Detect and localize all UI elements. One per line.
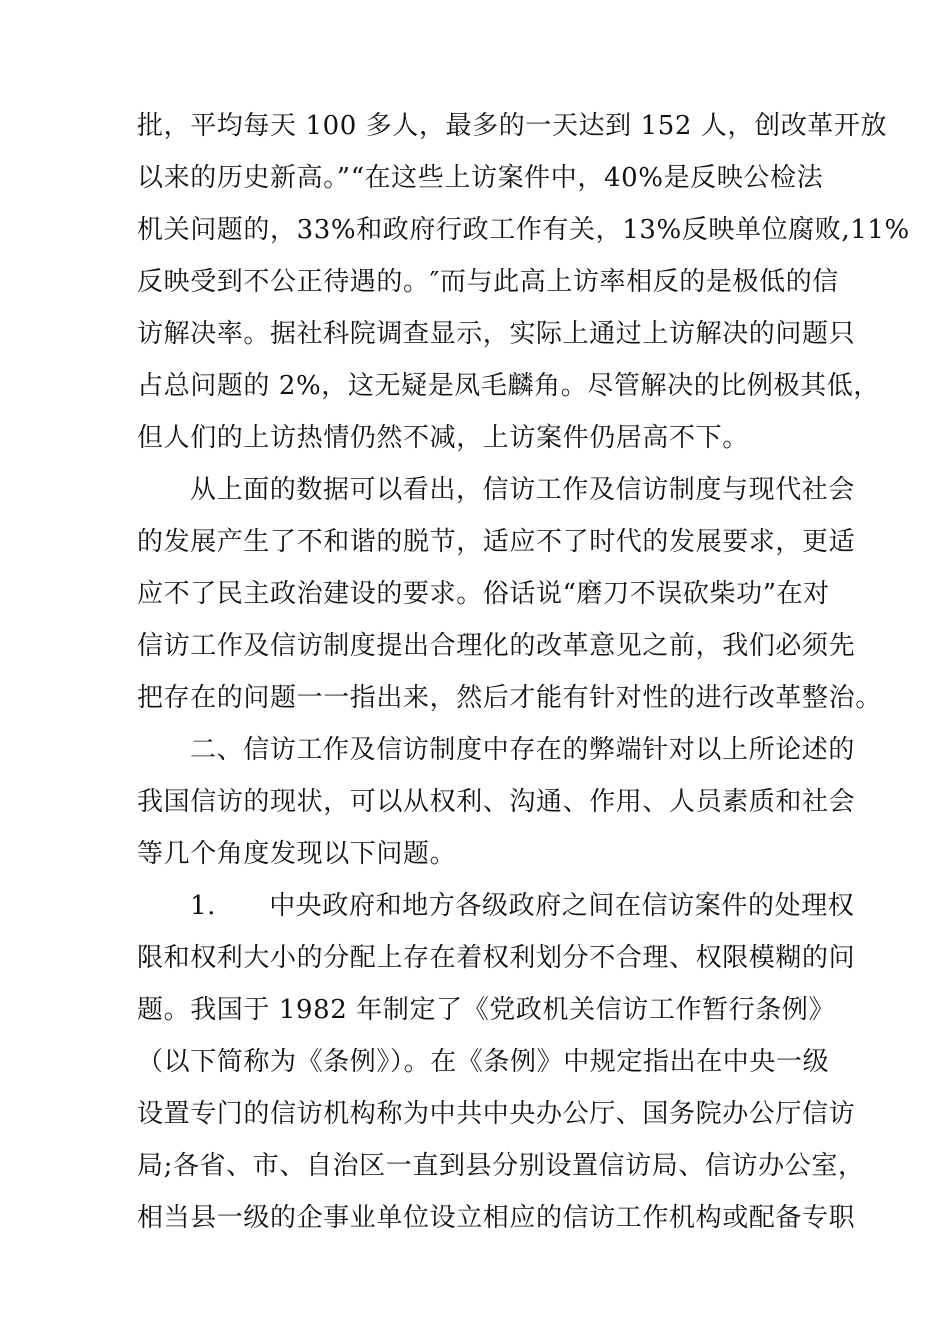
text-line: 题。我国于 1982 年制定了《党政机关信访工作暂行条例》 xyxy=(137,995,836,1025)
text-line: 限和权利大小的分配上存在着权利划分不合理、权限模糊的问 xyxy=(137,943,856,973)
paragraph-first-line: 从上面的数据可以看出，信访工作及信访制度与现代社会 xyxy=(190,475,856,505)
text-line: 的发展产生了不和谐的脱节，适应不了时代的发展要求，更适 xyxy=(137,527,856,557)
text-line: 我国信访的现状，可以从权利、沟通、作用、人员素质和社会 xyxy=(137,787,856,817)
text-line: 但人们的上访热情仍然不减，上访案件仍居高不下。 xyxy=(137,423,749,453)
text-line: 把存在的问题一一指出来，然后才能有针对性的进行改革整治。 xyxy=(137,683,882,713)
text-line: 相当县一级的企事业单位设立相应的信访工作机构或配备专职 xyxy=(137,1203,856,1233)
text-line: 应不了民主政治建设的要求。俗话说“磨刀不误砍柴功”在对 xyxy=(137,579,830,609)
text-line: 等几个角度发现以下问题。 xyxy=(137,839,457,869)
text-line: 设置专门的信访机构称为中共中央办公厅、国务院办公厅信访 xyxy=(137,1099,856,1129)
text-line: （以下简称为《条例》）。在《条例》中规定指出在中央一级 xyxy=(137,1047,830,1077)
text-line: 批，平均每天 100 多人，最多的一天达到 152 人，创改革开放 xyxy=(137,111,888,141)
text-line: 机关问题的，33%和政府行政工作有关，13%反映单位腐败,11% xyxy=(137,215,910,245)
text-line: 信访工作及信访制度提出合理化的改革意见之前，我们必须先 xyxy=(137,631,856,661)
text-line: 以来的历史新高。”“在这些上访案件中，40%是反映公检法 xyxy=(137,163,824,193)
text-line: 局;各省、市、自治区一直到县分别设置信访局、信访办公室， xyxy=(137,1151,865,1181)
numbered-item-line: 1. 中央政府和地方各级政府之间在信访案件的处理权 xyxy=(190,891,855,921)
text-line: 占总问题的 2%，这无疑是凤毛麟角。尽管解决的比例极其低， xyxy=(137,371,880,401)
section-heading-line: 二、信访工作及信访制度中存在的弊端针对以上所论述的 xyxy=(190,735,856,765)
text-line: 访解决率。据社科院调查显示，实际上通过上访解决的问题只 xyxy=(137,319,856,349)
text-line: 反映受到不公正待遇的。″而与此高上访率相反的是极低的信 xyxy=(137,267,839,297)
